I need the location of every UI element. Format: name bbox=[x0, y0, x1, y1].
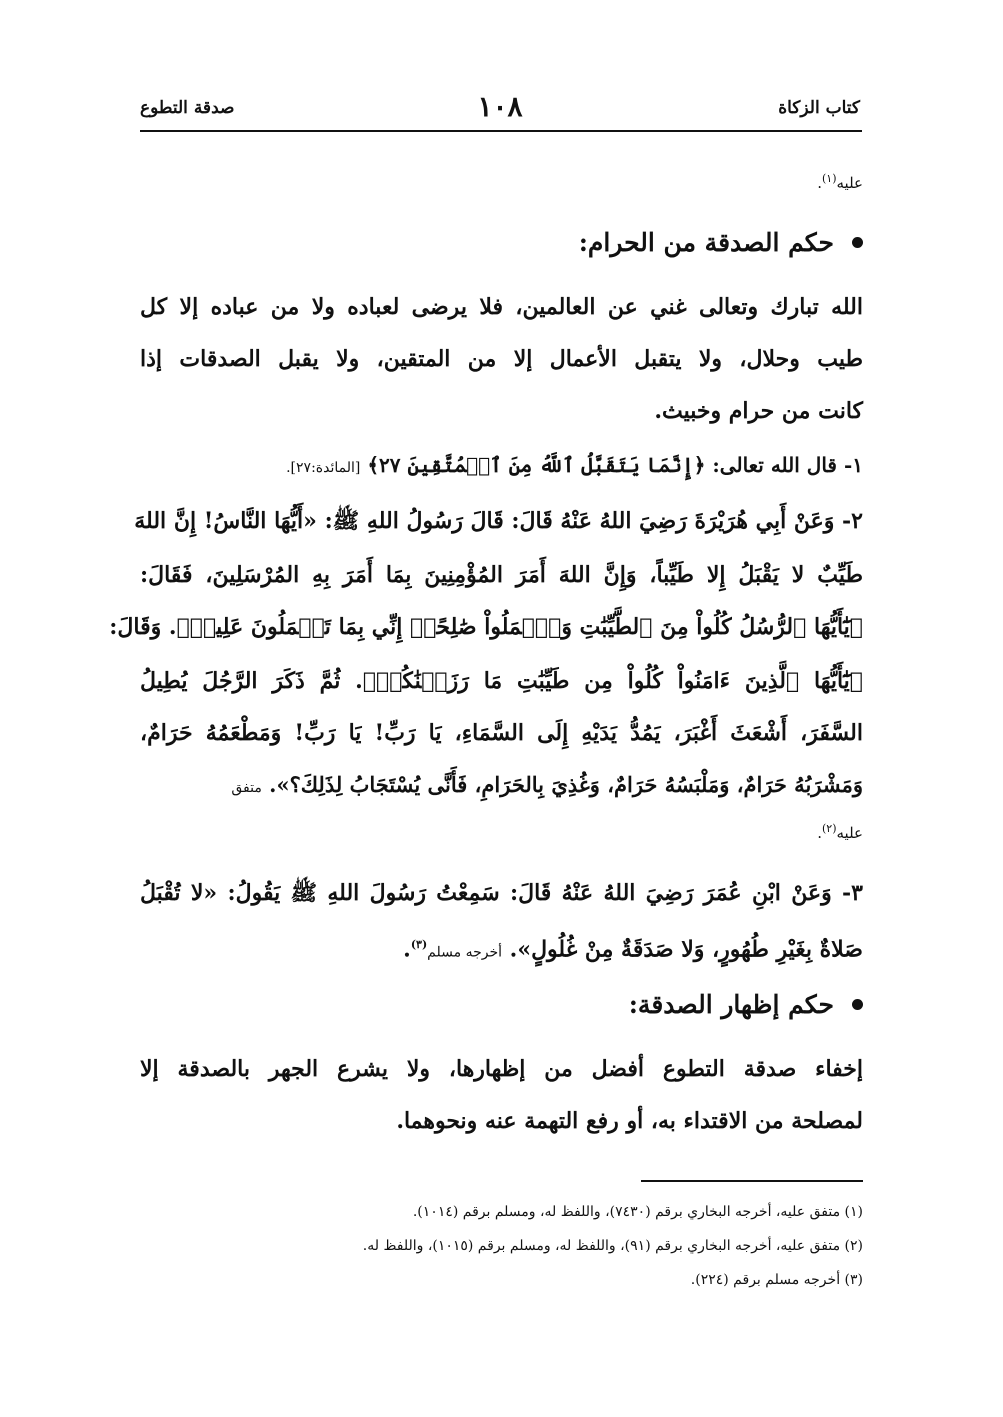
hadith-line: ٢- وَعَنْ أَبِي هُرَيْرَةَ رَضِيَ اللهُ عَنْهُ قَالَ: قَالَ رَسُولُ اللهِ ﷺ: «أَيُّهَا النَّاسُ! إِنَّ اللهَ bbox=[134, 508, 863, 534]
footnote-1: (١) متفق عليه، أخرجه البخاري برقم (٧٤٣٠)، واللفظ له، ومسلم برقم (١٠١٤). bbox=[412, 1204, 863, 1220]
tail-text: عليه bbox=[836, 824, 863, 842]
hadith-text: وَمَشْرَبُهُ حَرَامٌ، وَمَلْبَسُهُ حَرَامٌ، وَغُذِيَ بِالحَرَامِ، فَأَنَّى يُسْتَجَابُ لِذَلِكَ؟». bbox=[261, 772, 863, 797]
tail-end: . bbox=[817, 174, 822, 192]
source-reference: أخرجه مسلم bbox=[427, 944, 502, 961]
hadith-tail bbox=[140, 822, 863, 842]
hadith-line-last bbox=[140, 766, 863, 807]
source-reference: متفق bbox=[231, 780, 262, 796]
hadith-text: صَلاةٌ بِغَيْرِ طُهُورٍ، وَلا صَدَقَةٌ مِنْ غُلُولٍ». bbox=[502, 936, 863, 963]
tail-text: عليه bbox=[836, 174, 863, 192]
heading-text: حكم إظهار الصدقة: bbox=[628, 990, 834, 1019]
footnote-divider bbox=[641, 1180, 863, 1182]
section-heading-disclosure bbox=[629, 990, 863, 1019]
running-header bbox=[140, 90, 860, 132]
tail-end: . bbox=[403, 936, 411, 963]
footnote-marker: (٣) bbox=[410, 938, 428, 951]
page-number: ١٠٨ bbox=[477, 90, 523, 123]
footnote-2: (٢) متفق عليه، أخرجه البخاري برقم (٩١)، واللفظ له، ومسلم برقم (١٠١٥)، واللفظ له. bbox=[362, 1238, 863, 1254]
tail-end: . bbox=[817, 824, 822, 842]
hadith-line: طَيِّبٌ لا يَقْبَلُ إِلا طَيِّباً، وَإِنَّ اللهَ أَمَرَ المُؤْمِنِينَ بِمَا أَمَرَ بِهِ المُرْسَلِينَ، فَقَالَ: bbox=[140, 562, 863, 588]
hadith-line: ﴿يَٰٓأَيُّهَا ٱلرُّسُلُ كُلُواْ مِنَ ٱلطَّيِّبَٰتِ وَٱعۡمَلُواْ صَٰلِحًاۖ إِنِّي بِمَا تَعۡمَلُونَ عَلِيمٞ﴾. وَقَالَ: bbox=[109, 614, 863, 640]
bullet-icon bbox=[852, 237, 863, 248]
bullet-icon bbox=[852, 999, 863, 1010]
paragraph-line: لمصلحة من الاقتداء به، أو رفع التهمة عنه ونحوهما. bbox=[396, 1108, 863, 1134]
paragraph-line: كانت من حرام وخبيث. bbox=[654, 398, 863, 424]
item-prefix: ١- قال الله تعالى: bbox=[705, 453, 863, 477]
paragraph-line: طيب وحلال، ولا يتقبل الأعمال إلا من المتقين، ولا يقبل الصدقات إذا bbox=[140, 346, 863, 372]
hadith-line: السَّفَرَ، أَشْعَثَ أَغْبَرَ، يَمُدُّ يَدَيْهِ إِلَى السَّمَاءِ، يَا رَبِّ! يَا رَبِّ! وَمَطْعَمُهُ حَرَامٌ، bbox=[140, 720, 863, 746]
footnote-marker: (٢) bbox=[822, 822, 837, 835]
chapter-title: كتاب الزكاة bbox=[778, 98, 860, 118]
hadith-line: ﴿يَٰٓأَيُّهَا ٱلَّذِينَ ءَامَنُواْ كُلُواْ مِن طَيِّبَٰتِ مَا رَزَقۡنَٰكُمۡ﴾. ثُمَّ ذَكَرَ الرَّجُلَ يُطِيلُ bbox=[140, 668, 863, 694]
verse-reference: [المائدة:٢٧]. bbox=[286, 460, 361, 476]
hadith-line-last bbox=[140, 926, 863, 971]
heading-text: حكم الصدقة من الحرام: bbox=[578, 228, 834, 257]
hadith-line: ٣- وَعَنْ ابْنِ عُمَرَ رَضِيَ اللهُ عَنْهُ قَالَ: سَمِعْتُ رَسُولَ اللهِ ﷺ يَقُولُ: «لا تُقْبَلُ bbox=[140, 880, 863, 906]
intro-tail bbox=[140, 172, 863, 192]
list-item-1 bbox=[140, 446, 863, 487]
quran-verse: ﴿إِنَّمَا يَتَقَبَّلُ ٱللَّهُ مِنَ ٱلۡمُتَّقِينَ ٢٧﴾ bbox=[367, 453, 706, 477]
header-divider bbox=[140, 130, 862, 132]
paragraph-line: إخفاء صدقة التطوع أفضل من إظهارها، ولا يشرع الجهر بالصدقة إلا bbox=[140, 1056, 863, 1082]
section-heading-haram bbox=[579, 228, 863, 257]
footnote-marker: (١) bbox=[822, 172, 837, 185]
footnote-3: (٣) أخرجه مسلم برقم (٢٢٤). bbox=[690, 1272, 863, 1288]
paragraph-line: الله تبارك وتعالى غني عن العالمين، فلا يرضى لعباده ولا من عباده إلا كل bbox=[140, 294, 863, 320]
section-title: صدقة التطوع bbox=[140, 98, 235, 118]
